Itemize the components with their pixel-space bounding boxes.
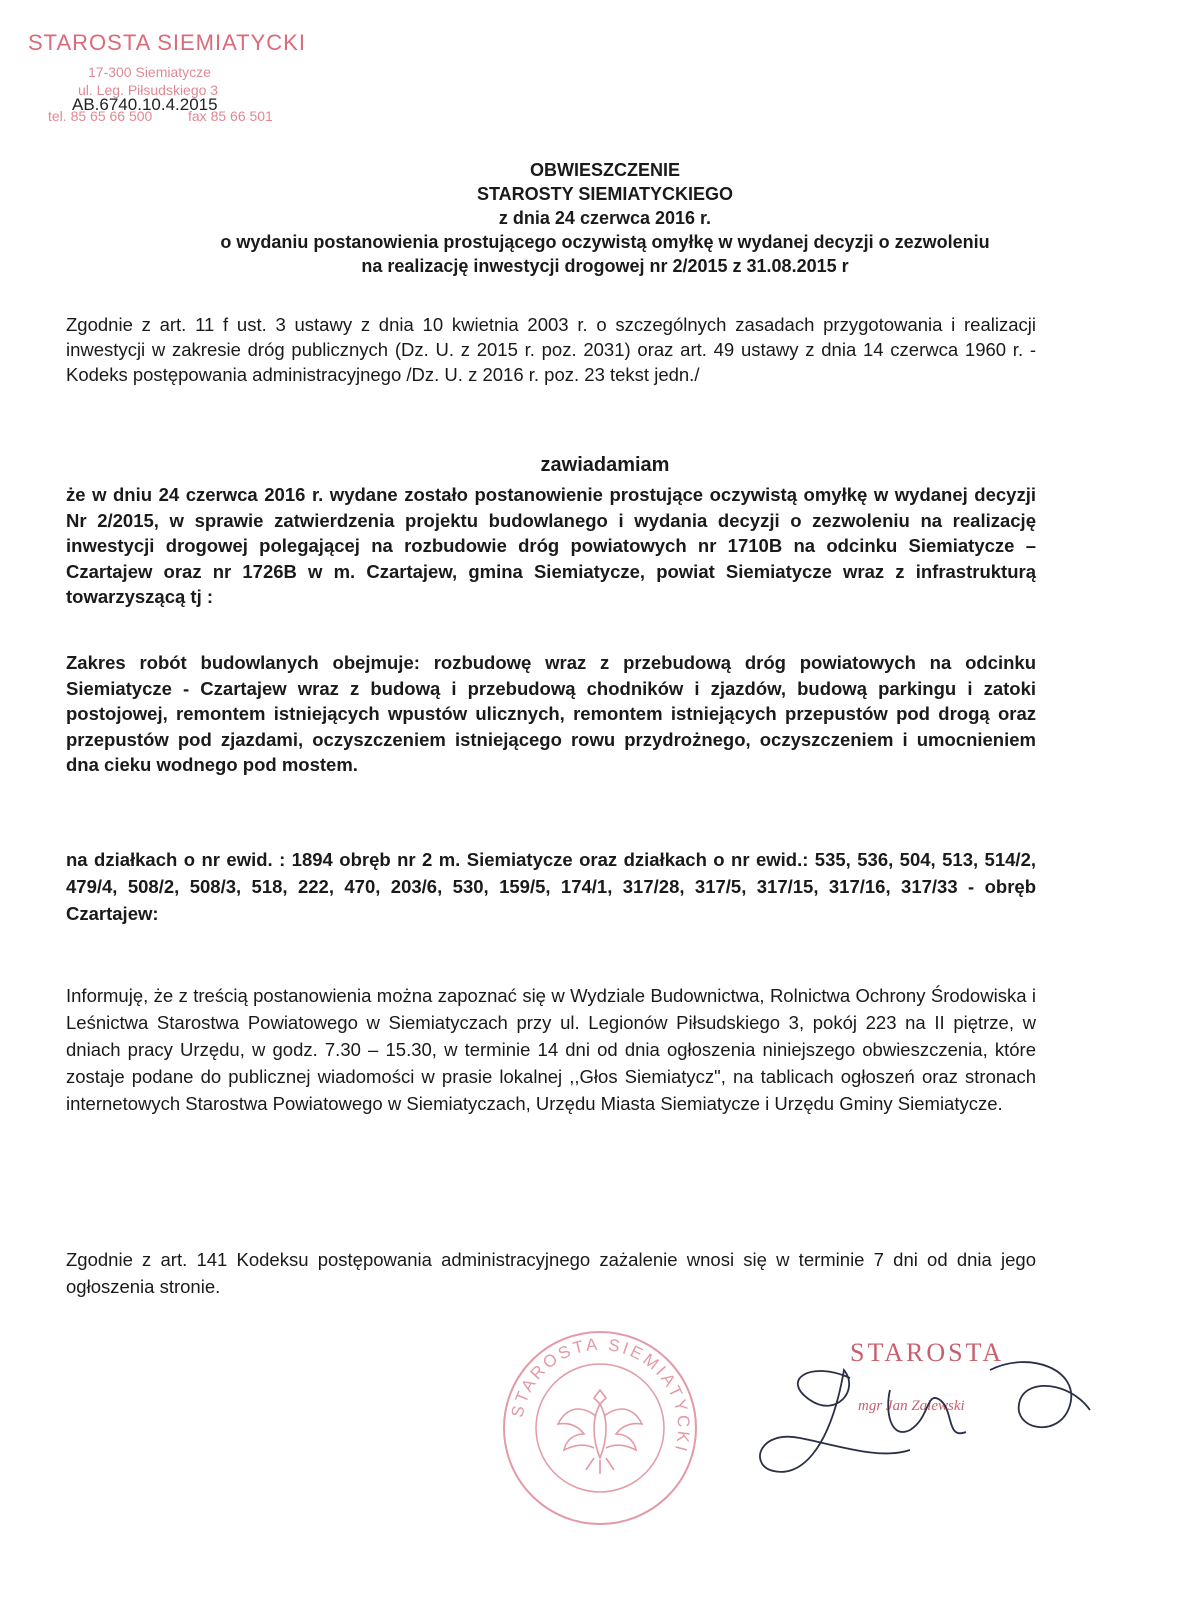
title-line-2: STAROSTY SIEMIATYCKIEGO: [476, 184, 734, 204]
title-line-4: o wydaniu postanowienia prostującego oczywistą omyłkę w wydanej decyzji o zezwoleniu: [220, 232, 990, 252]
legal-basis-paragraph: Zgodnie z art. 11 f ust. 3 ustawy z dnia 10 kwietnia 2003 r. o szczególnych zasadach przygotowania i realizacji inwestycji w zakresie dróg publicznych (Dz. U. z 2015 r. poz. 2031) oraz art. 49 ustawy z dnia 14 czerwca 1960 r. - Kodeks postępowania administracyjnego /Dz. U. z 2016 r. poz. 23 tekst jedn./: [66, 314, 1036, 385]
stamp-postal: 17-300 Siemiatycze: [88, 64, 211, 80]
case-number: AB.6740.10.4.2015: [72, 95, 218, 114]
eagle-emblem-icon: [558, 1390, 642, 1474]
stamp-fax: fax 85 66 501: [188, 108, 273, 124]
handwritten-signature: [740, 1330, 1120, 1500]
stamp-title: STAROSTA SIEMIATYCKI: [28, 30, 306, 55]
svg-text:STAROSTA SIEMIATYCKI: [508, 1335, 694, 1456]
notice-paragraph: że w dniu 24 czerwca 2016 r. wydane zostało postanowienie prostujące oczywistą omyłkę w wydanej decyzji Nr 2/2015, w sprawie zatwierdzenia projektu budowlanego i wydania decyzji o zezwoleniu na realizację inwestycji drogowej polegającej na rozbudowie dróg powiatowych nr 1710B na odcinku Siemiatycze – Czartajew oraz nr 1726B w m. Czartajew, gmina Siemiatycze, powiat Siemiatycze wraz z infrastrukturą towarzyszącą tj :: [66, 484, 1036, 607]
title-line-3: z dnia 24 czerwca 2016 r.: [498, 208, 712, 228]
title-line-5: na realizację inwestycji drogowej nr 2/2015 z 31.08.2015 r: [361, 256, 849, 276]
signature-stamp-title: STAROSTA: [850, 1338, 1005, 1367]
information-paragraph: Informuję, że z treścią postanowienia można zapoznać się w Wydziale Budownictwa, Rolnictwa Ochrony Środowiska i Leśnictwa Starostwa Powiatowego w Siemiatyczach przy ul. Legionów Piłsudskiego 3, pokój 223 na II piętrze, w dniach pracy Urzędu, w godz. 7.30 – 15.30, w terminie 14 dni od dnia ogłoszenia niniejszego obwieszczenia, które zostaje podane do publicznej wiadomości w prasie lokalnej ,,Głos Siemiatycz", na tablicach ogłoszeń oraz stronach internetowych Starostwa Powiatowego w Siemiatyczach, Urzędu Miasta Siemiatycze i Urzędu Gminy Siemiatycze.: [66, 985, 1036, 1114]
appeal-paragraph: Zgodnie z art. 141 Kodeksu postępowania administracyjnego zażalenie wnosi się w terminie 7 dni od dnia jego ogłoszenia stronie.: [66, 1249, 1036, 1297]
official-seal: [500, 1328, 700, 1528]
title-line-1: OBWIESZCZENIE: [529, 160, 680, 180]
stamp-phone: tel. 85 65 66 500: [48, 108, 153, 124]
scope-paragraph: Zakres robót budowlanych obejmuje: rozbudowę wraz z przebudową dróg powiatowych na odcinku Siemiatycze - Czartajew wraz z budową i przebudową chodników i zjazdów, budową parkingu i zatoki postojowej, remontem istniejących wpustów ulicznych, remontem istniejących przepustów pod drogą oraz przepustów pod zjazdami, oczyszczeniem istniejącego rowu przydrożnego, oczyszczeniem i umocnieniem dna cieku wodnego pod mostem.: [66, 652, 1036, 775]
signature-stamp-name: mgr Jan Zalewski: [858, 1398, 965, 1414]
seal-text: STAROSTA SIEMIATYCKI: [507, 1334, 694, 1457]
notice-heading: zawiadamiam: [540, 454, 670, 476]
parcels-paragraph: na działkach o nr ewid. : 1894 obręb nr 2 m. Siemiatycze oraz działkach o nr ewid.: 535, 536, 504, 513, 514/2, 479/4, 508/2, 508/3, 518, 222, 470, 203/6, 530, 159/5, 174/1, 317/28, 317/5, 317/15, 317/16, 317/33 - obręb Czartajew:: [66, 849, 1036, 924]
document-title: [60, 158, 1150, 278]
stamp-street: ul. Leg. Piłsudskiego 3: [78, 82, 219, 98]
